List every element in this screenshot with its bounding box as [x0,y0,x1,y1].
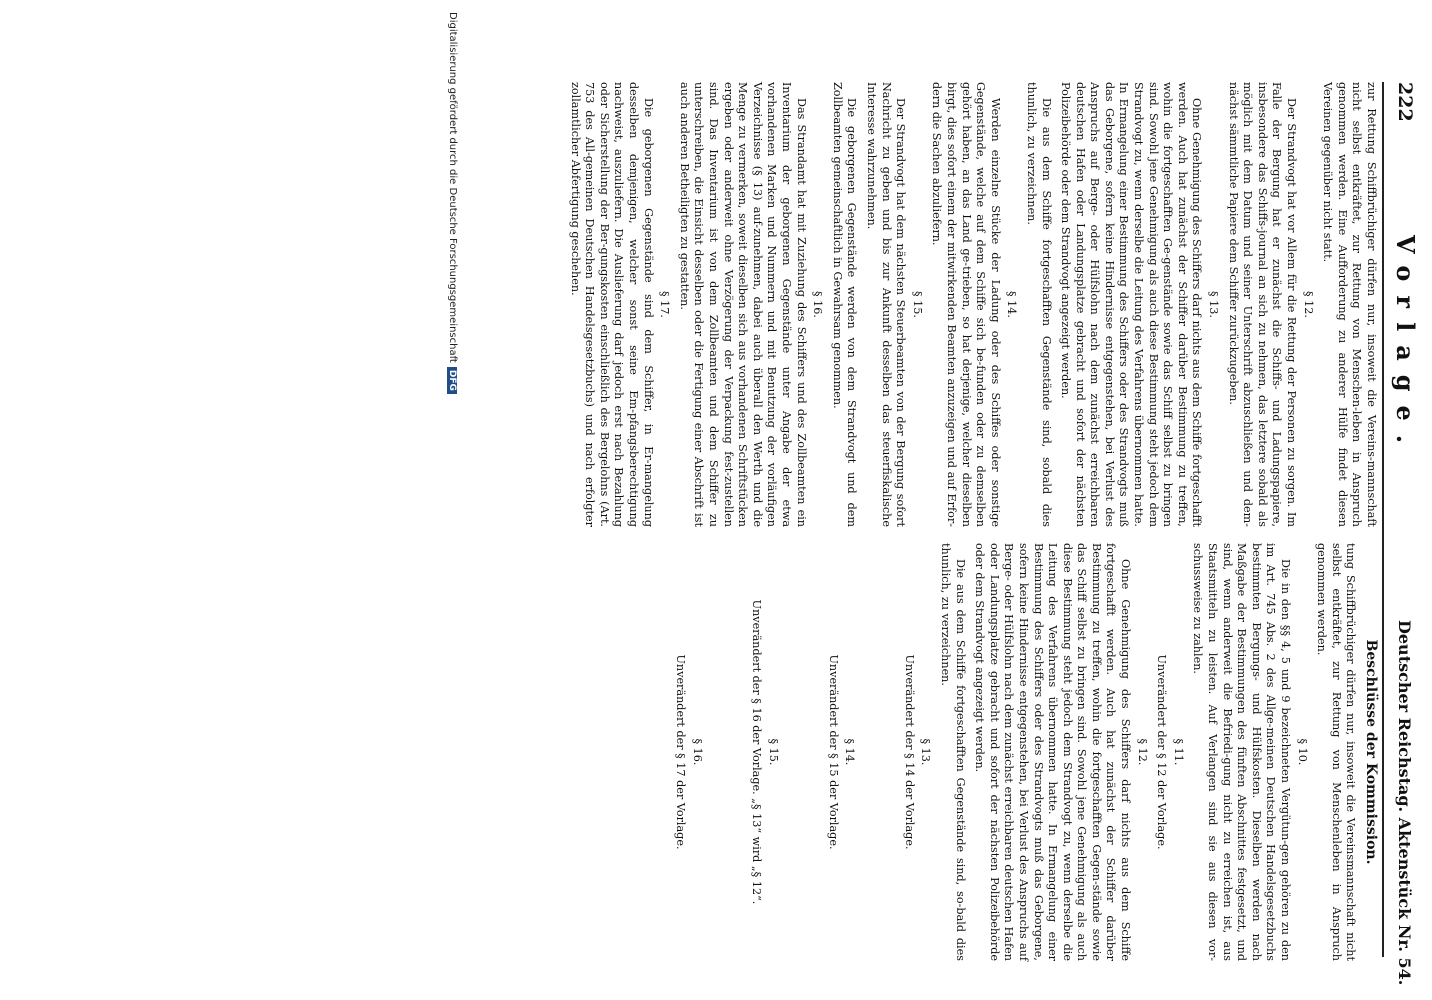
right-section-10-text: Die in den §§ 4, 5 und 9 bezeichneten Vergütun-gen gehören zu den im Art. 745 Abs. 2 des Allge-meinen Deutschen Handelsgesetzbuchs bestimmten Bergungs- und Hülfskosten. Dieselben werden nach Maßgabe der Bestimmungen des fünften Abschnittes festgesetzt, und sind, wenn anderweit die Befriedi-gung nicht zu erreichen ist, aus Staatsmitteln zu leisten. Auf Verlangen sind sie aus diesen vor-schussweise zu zahlen. [1191,543,1293,961]
right-column-kommission [668,543,1378,961]
right-section-16-text: Unverändert der § 17 der Vorlage. [674,654,688,850]
dfg-logo: DFG [447,367,457,394]
left-intro: zur Rettung Schiffbrüchiger dürfen nur, insoweit die Vereins-mannschaft nicht selbst entkräftet, zur Rettung von Menschen-leben in Anspruch genommen werden. Eine Aufforderung zu anderer Hülfe findet diesen Vereinen gegenüber nicht statt. [1321,82,1378,527]
right-section-12-text2: Die aus dem Schiffe fortgeschafften Gegenstände sind, so-bald dies thunlich, zu verzeichnen. [938,543,967,961]
right-section-13-heading: § 13. [919,738,933,766]
right-section-12-heading: § 12. [1135,738,1149,766]
page-title: Vorlage. [1391,235,1420,458]
left-section-17-heading: § 17. [658,291,672,318]
right-intro: tung Schiffbrüchiger dürfen nur, insoweit die Vereinsmannschaft nicht selbst entkräftet, zur Rettung von Menschenleben in Anspruch genommen werden. [1315,543,1358,961]
left-section-15-text2: Die geborgenen Gegenstände werden von dem Strandvogt und dem Zollbeamten gemeinschaftlich in Gewahrsam genommen. [830,82,859,527]
right-section-13-text: Unverändert der § 14 der Vorlage. [902,654,916,850]
page-number: 222 [1394,82,1416,122]
left-section-14-heading: § 14. [1005,291,1019,318]
left-section-16-text: Das Strandamt hat mit Zuziehung des Schiffers und des Zollbeamten ein Inventarium der geborgenen Gegenstände unter Angabe der etwa vorhandenen Marken und Nummern und mit Benutzung der vorläufigen Verzeichnisse (§ 13) auf-zunehmen, dabei auch überall den Werth und die Menge zu vermerken, soweit dieselben sich aus vorhandenen Schriftstücken ergeben oder anderweit ohne Verzögerung der Verpackung fest-zustellen sind. Das Inventarium ist von dem Zollbeamten und dem Schiffer zu unterschreiben, die Einsicht desselben oder die Fertigung einer Abschrift ist auch anderen Betheiligten zu gestatten. [677,82,808,527]
right-section-12-text: Ohne Genehmigung des Schiffers darf nichts aus dem Schiffe fortgeschafft werden. Auch hat zunächst der Schiffer darüber Bestimmung zu treffen, wohin die fortgeschafften Gegen-stände sowie das Schiff selbst zu bringen sind. Sowohl jene Genehmigung als auch diese Bestimmung steht jedoch dem Strandvogt zu, wenn derselbe die Leitung des Verfahrens übernommen hatte. In Ermangelung einer Bestimmung des Schiffers oder des Strandvogts muß das Geborgene, sofern keine Hindernisse entgegenstehen, bei Verlust des Anspruchs auf Berge- oder Hülfslohn nach dem zunächst erreichbaren deutschen Hafen oder Landungsplatze gebracht und sofort der nächsten Polizeibehörde oder dem Strandvogt angezeigt werden. [973,543,1133,961]
right-section-15-text: Unverändert der § 16 der Vorlage. „§ 13“ wird „§ 12“. [750,599,764,905]
right-section-16-heading: § 16. [690,738,704,766]
left-section-15-heading: § 15. [910,291,924,318]
header-rule [1382,82,1384,957]
right-section-10-heading: § 10. [1295,738,1309,766]
left-section-13-heading: § 13. [1207,291,1221,318]
left-section-12-heading: § 12. [1301,291,1315,318]
left-section-15-text: Der Strandvogt hat dem nächsten Steuerbeamten von der Bergung sofort Nachricht zu geben und bis zur Ankunft desselben das steuerfiskalische Interesse wahrzunehmen. [865,82,908,527]
page-header [1386,0,1426,1000]
right-column-title: Beschlüsse der Kommission. [1363,639,1379,865]
left-section-13-text2: Die aus dem Schiffe fortgeschafften Gegenstände sind, sobald dies thunlich, zu verzeichnen. [1024,82,1053,527]
left-section-17-text: Die geborgenen Gegenstände sind dem Schiffer, in Er-mangelung desselben demjenigen, welcher sonst seine Em-pfangsberechtigung nachweist, auszuliefern. Die Auslieferung darf jedoch erst nach Bezahlung oder Sicherstellung der Ber-gungskosten einschließlich des Bergelohns (Art. 753 des All-gemeinen Deutschen Handelsgesetzbuchs) und nach erfolgter zollamtlicher Abfertigung geschehen. [568,82,655,527]
document-source: Deutscher Reichstag. Aktenstück Nr. 54. [1395,620,1414,986]
left-section-13-text: Ohne Genehmigung des Schiffers darf nichts aus dem Schiffe fortgeschafft werden. Auch hat zunächst der Schiffer darüber Bestimmung zu treffen, wohin die fortgeschafften Ge-genstände sowie das Schiff selbst zu bringen sind. Sowohl jene Genehmigung als auch diese Bestimmung steht jedoch dem Strandvogt zu, wenn derselbe die Leitung des Verfahrens übernommen hatte. In Ermangelung einer Bestimmung des Schiffers oder des Strandvogts muß das Geborgene, sofern keine Hindernisse entgegenstehen, bei Verlust des Anspruchs auf Berge- oder Hülfslohn nach dem zunächst erreichbaren deutschen Hafen oder Landungsplatze gebracht und sofort der nächsten Polizeibehörde oder dem Strandvogt angezeigt werden. [1059,82,1204,527]
right-section-14-heading: § 14. [843,738,857,766]
footer-text: Digitalisierung gefördert durch die Deutsche Forschungsgemeinschaft [447,12,458,363]
right-section-15-heading: § 15. [767,738,780,766]
right-section-14-text: Unverändert der § 15 der Vorlage. [826,654,840,850]
left-section-14-text: Werden einzelne Stücke der Ladung oder des Schiffes oder sonstige Gegenstände, welche auf dem Schiffe sich be-funden oder zu demselben gehört haben, an das Land ge-trieben, so hat derjenige, welcher dieselben birgt, dies sofort einem der mitwirkenden Beamten anzuzeigen und auf Erfor-dern die Sachen abzuliefern. [930,82,1002,527]
left-column-vorlage [562,82,1378,527]
digitization-footer [447,12,458,394]
left-section-12-text: Der Strandvogt hat vor Allem für die Rettung der Personen zu sorgen. Im Falle der Bergung hat er zunächst die Schiffs- und Ladungspapiere, insbesondere das Schiffs-journal an sich zu nehmen, das letztere sobald als möglich mit dem Datum und seiner Unterschrift abzuschließen und dem-nächst sämmtliche Papiere dem Schiffer zurückzugeben. [1226,82,1299,527]
right-section-11-text: Unverändert der § 12 der Vorlage. [1155,654,1169,850]
left-section-16-heading: § 16. [811,291,825,318]
right-section-11-heading: § 11. [1171,738,1185,766]
